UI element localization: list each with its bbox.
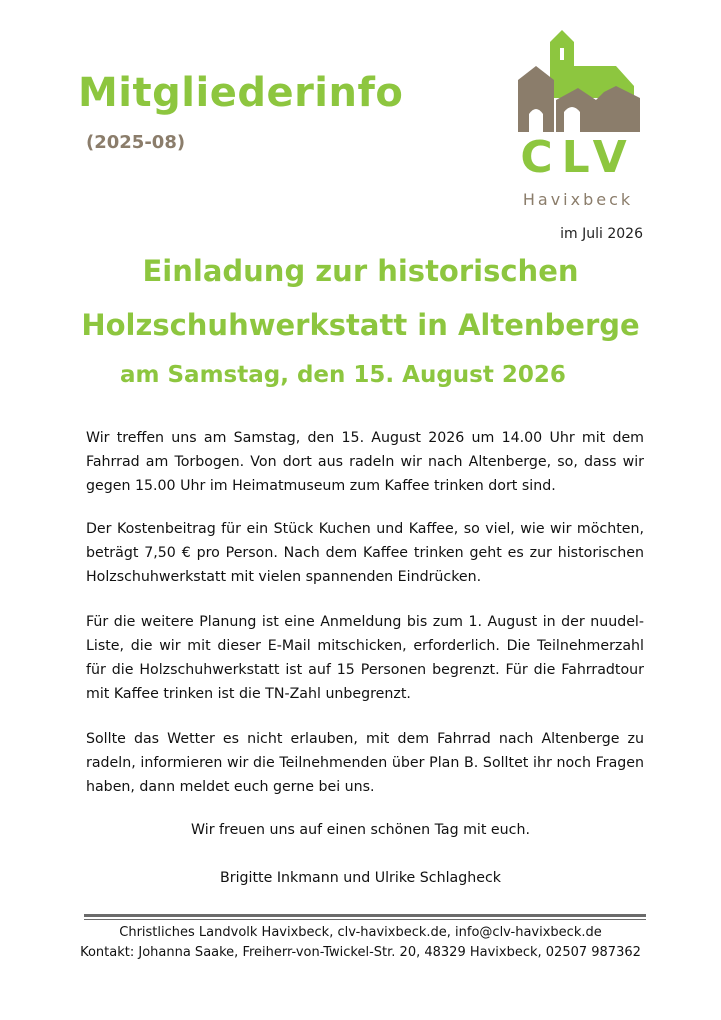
logo-abbreviation: CLV bbox=[520, 132, 636, 183]
closing-line: Wir freuen uns auf einen schönen Tag mit euch. bbox=[191, 822, 530, 838]
signature: Brigitte Inkmann und Ulrike Schlagheck bbox=[220, 870, 501, 886]
paragraph-weather: Sollte das Wetter es nicht erlauben, mit dem Fahrrad nach Altenberge zu radeln, informieren wir die Teilnehmenden über Plan B. Solltet ihr noch Fragen haben, dann meldet euch gerne bei uns. bbox=[86, 731, 644, 795]
document-title: Mitgliederinfo bbox=[78, 70, 404, 116]
paragraph-registration: Für die weitere Planung ist eine Anmeldung bis zum 1. August in der nuudel-Liste, die wir mit dieser E-Mail mitschicken, erforderlich. Die Teilnehmerzahl für die Holzschuhwerkstatt ist auf 15 Personen begrenzt. Für die Fahrradtour mit Kaffee trinken ist die TN-Zahl unbegrenzt. bbox=[86, 614, 644, 702]
footer-contact-line: Kontakt: Johanna Saake, Freiherr-von-Twickel-Str. 20, 48329 Havixbeck, 02507 987362 bbox=[80, 945, 641, 960]
footer-divider-thick bbox=[84, 914, 646, 917]
footer-organization-line: Christliches Landvolk Havixbeck, clv-havixbeck.de, info@clv-havixbeck.de bbox=[119, 925, 602, 940]
issue-number: (2025-08) bbox=[86, 132, 186, 153]
date-line: im Juli 2026 bbox=[560, 226, 643, 242]
footer-divider-thin bbox=[84, 919, 646, 920]
paragraph-costs: Der Kostenbeitrag für ein Stück Kuchen und Kaffee, so viel, wie wir möchten, beträgt 7,50 € pro Person. Nach dem Kaffee trinken geht es zur historischen Holzschuhwerkstatt mit vielen spannenden Eindrücken. bbox=[86, 521, 644, 585]
logo-place-name: Havixbeck bbox=[522, 190, 634, 209]
event-date-subheadline: am Samstag, den 15. August 2026 bbox=[120, 362, 566, 388]
church-logo-icon bbox=[516, 28, 640, 132]
paragraph-meeting: Wir treffen uns am Samstag, den 15. August 2026 um 14.00 Uhr mit dem Fahrrad am Torbogen. Von dort aus radeln wir nach Altenberge, so, dass wir gegen 15.00 Uhr im Heimatmuseum zum Kaffee trinken dort sind. bbox=[86, 430, 644, 494]
headline-line-2: Holzschuhwerkstatt in Altenberge bbox=[81, 308, 640, 342]
headline-line-1: Einladung zur historischen bbox=[142, 254, 579, 288]
